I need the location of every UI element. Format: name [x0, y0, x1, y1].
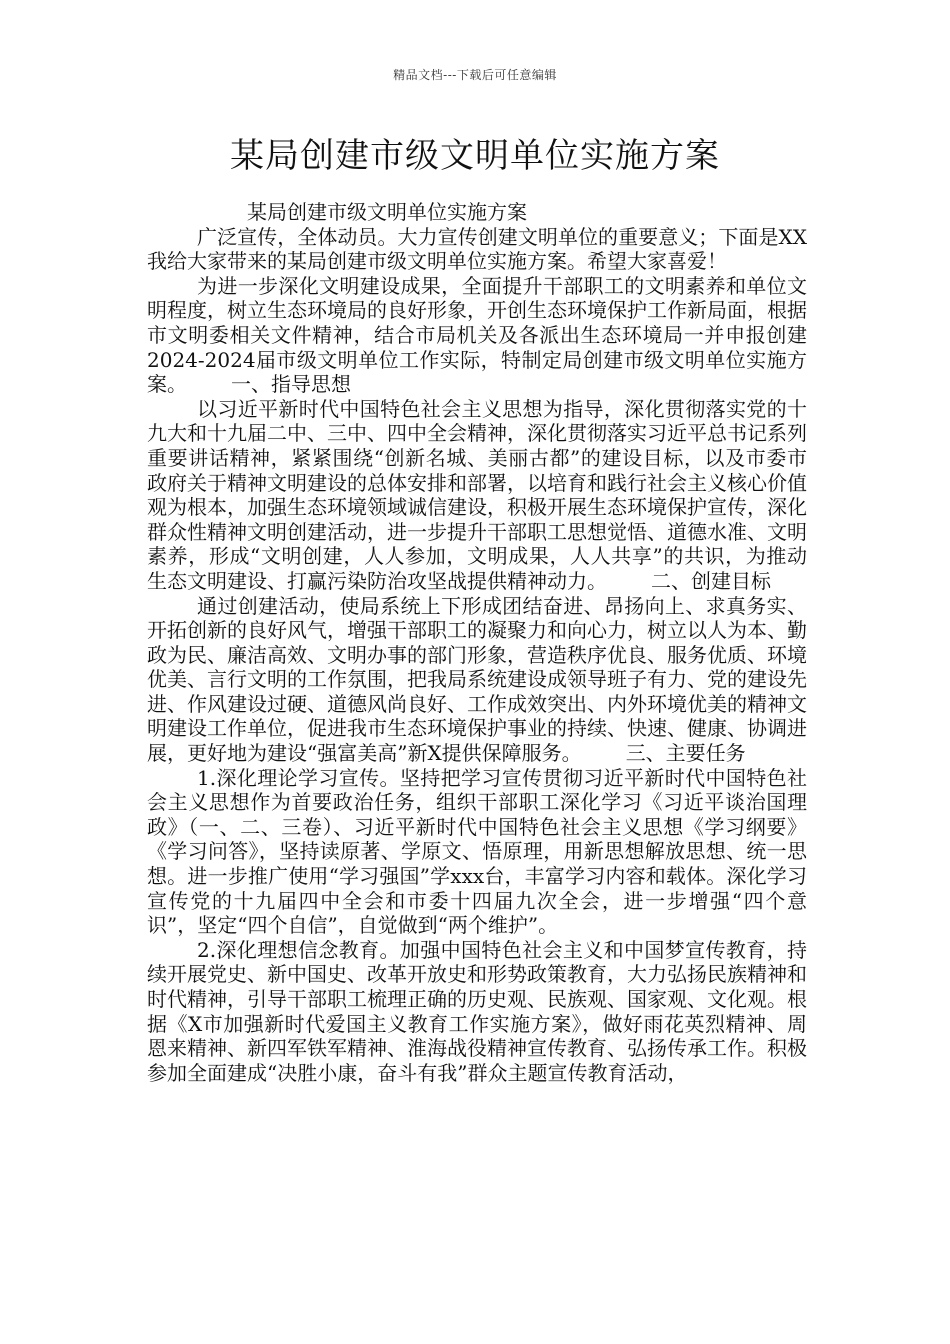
page-title: 某局创建市级文明单位实施方案	[230, 136, 720, 176]
paragraph-purpose	[147, 274, 807, 397]
section-heading-goals: 二、创建目标	[651, 568, 771, 593]
subtitle: 某局创建市级文明单位实施方案	[247, 200, 527, 224]
header-note: 精品文档---下载后可任意编辑	[393, 68, 557, 82]
intro-paragraph: 广泛宣传，全体动员。大力宣传创建文明单位的重要意义；下面是XX我给大家带来的某局创建市级文明单位实施方案。希望大家喜爱！	[147, 224, 807, 274]
paragraph-purpose-text: 为进一步深化文明建设成果，全面提升干部职工的文明素养和单位文明程度，树立生态环境局的良好形象，开创生态环境保护工作新局面，根据市文明委相关文件精神，结合市局机关及各派出生态环境局一并申报创建2024-2024届市级文明单位工作实际，特制定局创建市级文明单位实施方案。	[147, 273, 807, 397]
section-heading-guiding-ideology: 一、指导思想	[231, 372, 351, 397]
paragraph-goals-text: 通过创建活动，使局系统上下形成团结奋进、昂扬向上、求真务实、开拓创新的良好风气，增强干部职工的凝聚力和向心力，树立以人为本、勤政为民、廉洁高效、文明办事的部门形象，营造秩序优良、服务优质、环境优美、言行文明的工作氛围，把我局系统建设成领导班子有力、党的建设先进、作风建设过硬、道德风尚良好、工作成效突出、内外环境优美的精神文明建设工作单位，促进我市生态环境保护事业的持续、快速、健康、协调进展，更好地为建设“强富美高”新X提供保障服务。	[147, 593, 807, 766]
paragraph-task-2: 2.深化理想信念教育。加强中国特色社会主义和中国梦宣传教育，持续开展党史、新中国史、改革开放史和形势政策教育，大力弘扬民族精神和时代精神，引导干部职工梳理正确的历史观、民族观、国家观、文化观。根据《X市加强新时代爱国主义教育工作实施方案》，做好雨花英烈精神、周恩来精神、新四军铁军精神、淮海战役精神宣传教育、弘扬传承工作。积极参加全面建成“决胜小康，奋斗有我”群众主题宣传教育活动，	[147, 937, 807, 1085]
section-heading-main-tasks: 三、主要任务	[625, 741, 746, 766]
document-body	[147, 200, 807, 1085]
paragraph-guiding-ideology	[147, 397, 807, 594]
paragraph-task-1: 1.深化理论学习宣传。坚持把学习宣传贯彻习近平新时代中国特色社会主义思想作为首要政治任务，组织干部职工深化学习《习近平谈治国理政》（一、二、三卷）、习近平新时代中国特色社会主义思想《学习纲要》《学习问答》，坚持读原著、学原文、悟原理，用新思想解放思想、统一思想。进一步推广使用“学习强国”学xxx台，丰富学习内容和载体。深化学习宣传党的十九届四中全会和市委十四届九次全会，进一步增强“四个意识”，坚定“四个自信”，自觉做到“两个维护”。	[147, 765, 807, 938]
paragraph-guiding-ideology-text: 以习近平新时代中国特色社会主义思想为指导，深化贯彻落实党的十九大和十九届二中、三中、四中全会精神，深化贯彻落实习近平总书记系列重要讲话精神，紧紧围绕“创新名城、美丽古都”的建设目标，以及市委市政府关于精神文明建设的总体安排和部署，以培育和践行社会主义核心价值观为根本，加强生态环境领域诚信建设，积极开展生态环境保护宣传，深化群众性精神文明创建活动，进一步提升干部职工思想觉悟、道德水准、文明素养，形成“文明创建，人人参加，文明成果，人人共享”的共识，为推动生态文明建设、打赢污染防治攻坚战提供精神动力。	[147, 396, 807, 593]
paragraph-goals	[147, 594, 807, 766]
